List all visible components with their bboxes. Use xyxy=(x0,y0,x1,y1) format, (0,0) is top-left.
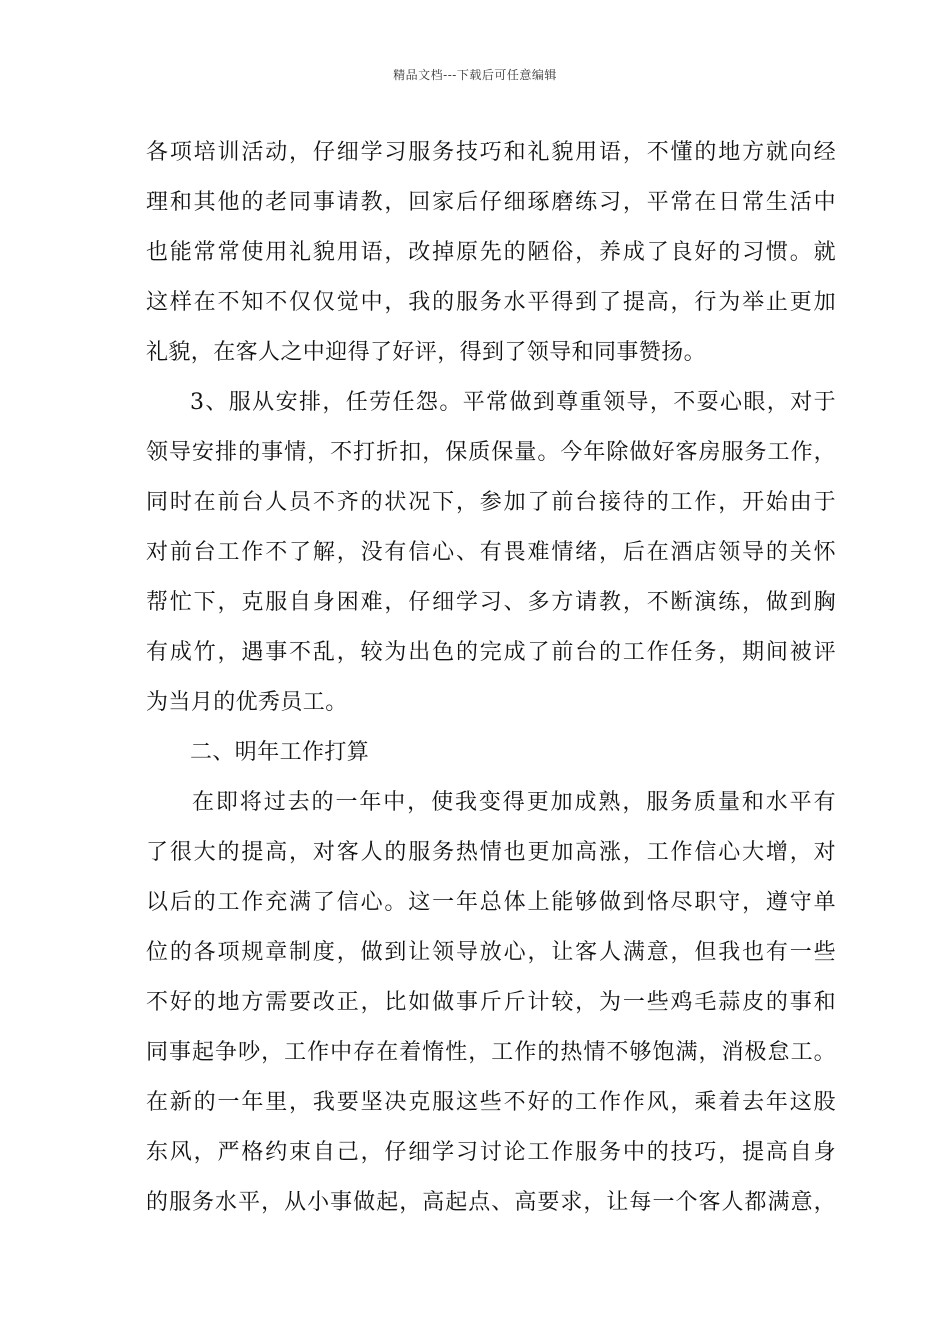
text-line: 对前台工作不了解，没有信心、有畏难情绪，后在酒店领导的关怀 xyxy=(146,540,836,565)
text-line: 理和其他的老同事请教，回家后仔细琢磨练习，平常在日常生活中 xyxy=(146,190,836,215)
section-heading xyxy=(146,728,836,778)
text-line: 同事起争吵，工作中存在着惰性，工作的热情不够饱满，消极怠工。 xyxy=(146,1040,836,1065)
text-line: 了很大的提高，对客人的服务热情也更加高涨，工作信心大增，对 xyxy=(146,840,836,865)
text-line: 也能常常使用礼貌用语，改掉原先的陋俗，养成了良好的习惯。就 xyxy=(146,240,836,265)
text-line: 同时在前台人员不齐的状况下，参加了前台接待的工作，开始由于 xyxy=(146,490,836,515)
text-line: 东风，严格约束自己，仔细学习讨论工作服务中的技巧，提高自身 xyxy=(146,1140,836,1165)
text-line: 礼貌，在客人之中迎得了好评，得到了领导和同事赞扬。 xyxy=(146,340,707,365)
text-line: 领导安排的事情，不打折扣，保质保量。今年除做好客房服务工作， xyxy=(146,440,836,465)
text-line: 位的各项规章制度，做到让领导放心，让客人满意，但我也有一些 xyxy=(146,940,836,965)
text-line: 不好的地方需要改正，比如做事斤斤计较，为一些鸡毛蒜皮的事和 xyxy=(146,990,836,1015)
text-line: 在即将过去的一年中，使我变得更加成熟，服务质量和水平有 xyxy=(192,790,836,815)
paragraph-obey-arrangement xyxy=(146,378,836,728)
text-line: 帮忙下，克服自身困难，仔细学习、多方请教，不断演练，做到胸 xyxy=(146,590,836,615)
text-line: 为当月的优秀员工。 xyxy=(146,690,348,715)
text-line: 3、服从安排，任劳任怨。平常做到尊重领导，不耍心眼，对于 xyxy=(190,390,836,415)
text-line: 在新的一年里，我要坚决克服这些不好的工作作风，乘着去年这股 xyxy=(146,1090,836,1115)
paragraph-next-year-plan xyxy=(146,778,836,1228)
text-line: 这样在不知不仅仅觉中，我的服务水平得到了提高，行为举止更加 xyxy=(146,290,836,315)
text-line: 的服务水平，从小事做起，高起点、高要求，让每一个客人都满意， xyxy=(146,1190,836,1215)
document-body xyxy=(146,128,836,1228)
text-line: 各项培训活动，仔细学习服务技巧和礼貌用语，不懂的地方就向经 xyxy=(146,140,836,165)
text-line: 以后的工作充满了信心。这一年总体上能够做到恪尽职守，遵守单 xyxy=(146,890,836,915)
heading-line: 二、明年工作打算 xyxy=(190,740,370,765)
page-header: 精品文档---下载后可任意编辑 xyxy=(393,68,557,82)
paragraph-training xyxy=(146,128,836,378)
text-line: 有成竹，遇事不乱，较为出色的完成了前台的工作任务，期间被评 xyxy=(146,640,836,665)
